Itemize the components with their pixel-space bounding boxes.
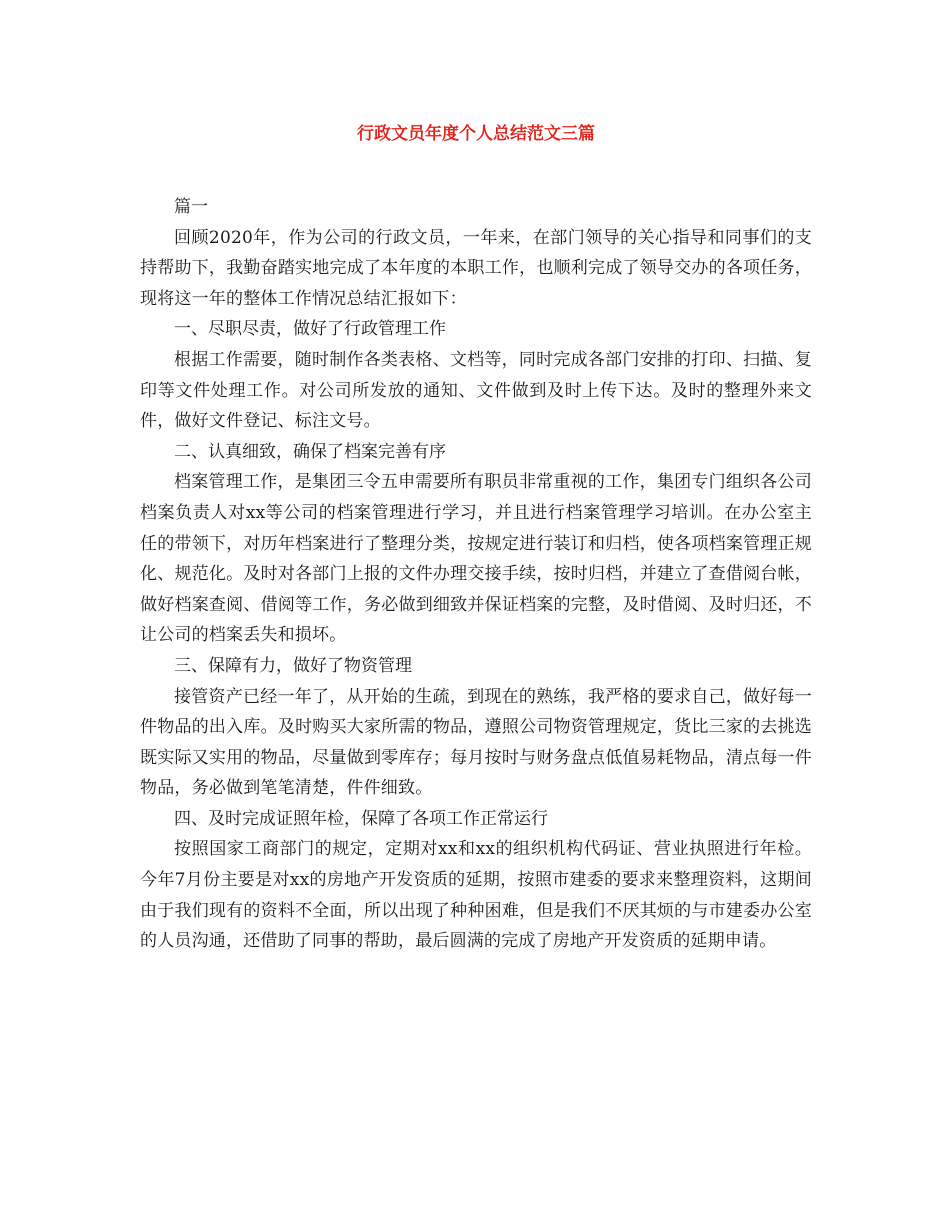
document-body xyxy=(140,192,812,957)
section-heading-1: 一、尽职尽责，做好了行政管理工作 xyxy=(174,319,446,340)
section-text-2: 档案管理工作，是集团三令五申需要所有职员非常重视的工作，集团专门组织各公司档案负责人对xx等公司的档案管理进行学习，并且进行档案管理学习培训。在办公室主任的带领下，对历年档案进行了整理分类，按规定进行装订和归档，使各项档案管理正规化、规范化。及时对各部门上报的文件办理交接手续，按时归档，并建立了查借阅台帐，做好档案查阅、借阅等工作，务必做到细致并保证档案的完整，及时借阅、及时归还，不让公司的档案丢失和损坏。 xyxy=(140,472,812,646)
section-heading-4: 四、及时完成证照年检，保障了各项工作正常运行 xyxy=(174,808,548,829)
section-text-1: 根据工作需要，随时制作各类表格、文档等，同时完成各部门安排的打印、扫描、复印等文件处理工作。对公司所发放的通知、文件做到及时上传下达。及时的整理外来文件，做好文件登记、标注文号。 xyxy=(140,349,812,432)
document-title: 行政文员年度个人总结范文三篇 xyxy=(357,124,595,144)
intro-paragraph: 回顾2020年，作为公司的行政文员，一年来，在部门领导的关心指导和同事们的支持帮助下，我勤奋踏实地完成了本年度的本职工作，也顺利完成了领导交办的各项任务，现将这一年的整体工作情况总结汇报如下： xyxy=(140,227,812,309)
section-heading-2: 二、认真细致，确保了档案完善有序 xyxy=(174,441,446,462)
section-text-4: 按照国家工商部门的规定，定期对xx和xx的组织机构代码证、营业执照进行年检。今年7月份主要是对xx的房地产开发资质的延期，按照市建委的要求来整理资料，这期间由于我们现有的资料不全面，所以出现了种种困难，但是我们不厌其烦的与市建委办公室的人员沟通，还借助了同事的帮助，最后圆满的完成了房地产开发资质的延期申请。 xyxy=(140,839,812,952)
section-text-3: 接管资产已经一年了，从开始的生疏，到现在的熟练，我严格的要求自己，做好每一件物品的出入库。及时购买大家所需的物品，遵照公司物资管理规定，货比三家的去挑选既实际又实用的物品，尽量做到零库存；每月按时与财务盘点低值易耗物品，清点每一件物品，务必做到笔笔清楚，件件细致。 xyxy=(140,686,812,799)
section-label: 篇一 xyxy=(174,197,208,217)
section-heading-3: 三、保障有力，做好了物资管理 xyxy=(174,655,412,676)
